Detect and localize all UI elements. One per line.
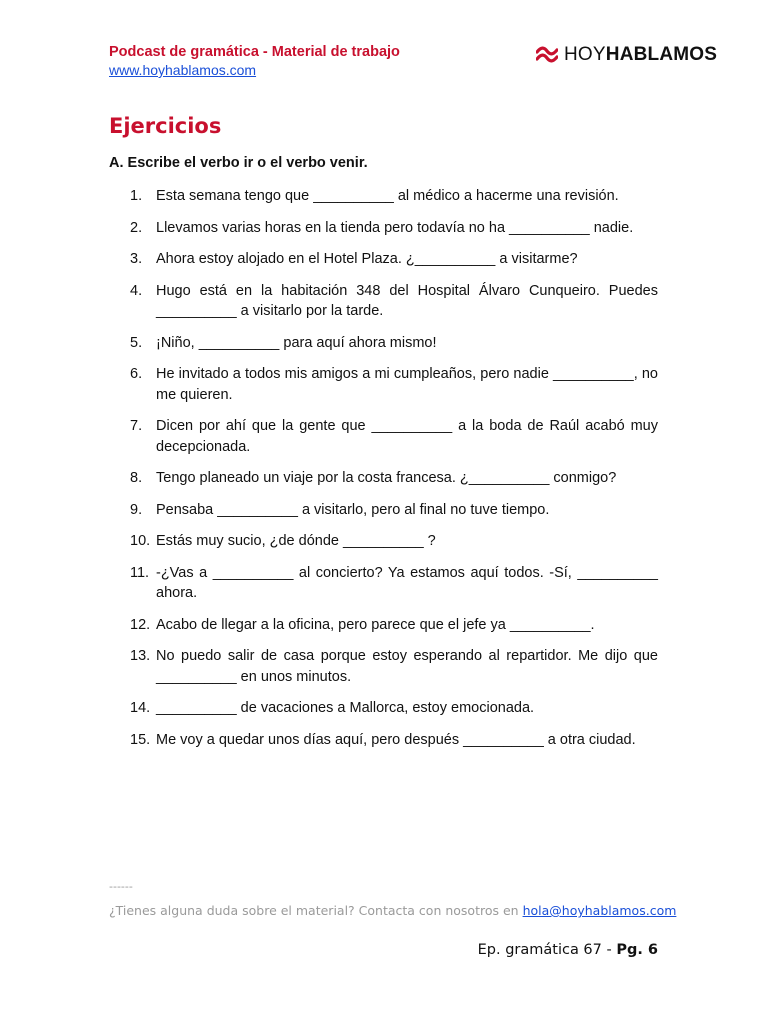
exercise-text: Acabo de llegar a la oficina, pero parece que el jefe ya __________. bbox=[156, 616, 595, 633]
logo-text bbox=[564, 44, 717, 66]
exercise-text: Esta semana tengo que __________ al médico a hacerme una revisión. bbox=[156, 188, 619, 204]
page-prefix: Ep. gramática 67 - bbox=[477, 942, 617, 958]
exercise-item bbox=[130, 218, 658, 239]
footer-separator: ------ bbox=[109, 880, 133, 893]
exercise-number: 6. bbox=[130, 366, 143, 382]
exercise-text: Tengo planeado un viaje por la costa francesa. ¿__________ conmigo? bbox=[156, 470, 617, 486]
header-url-link[interactable]: www.hoyhablamos.com bbox=[109, 62, 257, 78]
exercise-number: 15. bbox=[130, 731, 151, 748]
exercise-text: Llevamos varias horas en la tienda pero todavía no ha __________ nadie. bbox=[156, 219, 634, 236]
footer-contact bbox=[109, 903, 676, 918]
exercise-number: 1. bbox=[130, 188, 143, 204]
document-header bbox=[109, 43, 400, 79]
exercise-number: 13. bbox=[130, 648, 151, 664]
exercise-item bbox=[130, 531, 658, 552]
exercise-number: 11. bbox=[130, 564, 150, 581]
exercise-item bbox=[130, 186, 658, 207]
page-number bbox=[478, 942, 658, 958]
header-title: Podcast de gramática - Material de trabajo bbox=[109, 44, 400, 60]
exercise-text: Hugo está en la habitación 348 del Hospital Álvaro Cunqueiro. Puedes __________ a visitarlo por la tarde. bbox=[156, 282, 658, 319]
exercise-text: ¡Niño, __________ para aquí ahora mismo! bbox=[156, 334, 437, 351]
exercise-list bbox=[130, 186, 658, 761]
contact-email-link[interactable]: hola@hoyhablamos.com bbox=[522, 903, 677, 918]
exercise-item bbox=[130, 364, 658, 405]
exercise-text: Ahora estoy alojado en el Hotel Plaza. ¿__________ a visitarme? bbox=[156, 251, 578, 267]
exercise-item bbox=[130, 646, 658, 687]
exercise-number: 8. bbox=[130, 470, 143, 486]
exercise-item bbox=[130, 615, 658, 636]
hoyhablamos-logo bbox=[536, 44, 717, 66]
exercise-text: Estás muy sucio, ¿de dónde __________ ? bbox=[156, 533, 436, 549]
exercise-item bbox=[130, 468, 658, 489]
exercise-number: 14. bbox=[130, 700, 151, 716]
exercise-number: 9. bbox=[130, 501, 143, 518]
exercise-text: Pensaba __________ a visitarlo, pero al final no tuve tiempo. bbox=[156, 501, 550, 518]
exercise-item bbox=[130, 333, 658, 354]
exercise-text: __________ de vacaciones a Mallorca, estoy emocionada. bbox=[156, 700, 535, 716]
exercise-number: 4. bbox=[130, 282, 143, 299]
exercise-number: 7. bbox=[130, 418, 143, 434]
exercise-item bbox=[130, 698, 658, 719]
exercise-item bbox=[130, 249, 658, 270]
page-label: Pg. 6 bbox=[616, 942, 658, 958]
logo-text-light: HOY bbox=[564, 44, 606, 65]
exercise-item bbox=[130, 500, 658, 521]
exercise-text: Dicen por ahí que la gente que __________ a la boda de Raúl acabó muy decepcionada. bbox=[156, 418, 658, 455]
double-wave-icon bbox=[536, 45, 558, 65]
exercise-number: 5. bbox=[130, 334, 143, 351]
exercise-item bbox=[130, 281, 658, 322]
exercise-number: 3. bbox=[130, 251, 143, 267]
exercise-item bbox=[130, 416, 658, 457]
exercise-text: Me voy a quedar unos días aquí, pero después __________ a otra ciudad. bbox=[156, 731, 636, 748]
exercise-text: No puedo salir de casa porque estoy esperando al repartidor. Me dijo que __________ en unos minutos. bbox=[156, 648, 658, 685]
exercise-item bbox=[130, 730, 658, 751]
exercise-text: He invitado a todos mis amigos a mi cumpleaños, pero nadie __________, no me quieren. bbox=[156, 366, 658, 403]
contact-text: ¿Tienes alguna duda sobre el material? Contacta con nosotros en bbox=[109, 903, 523, 918]
exercise-number: 2. bbox=[130, 219, 143, 236]
logo-text-bold: HABLAMOS bbox=[605, 44, 718, 65]
exercise-instructions: A. Escribe el verbo ir o el verbo venir. bbox=[109, 155, 368, 171]
exercise-text: -¿Vas a __________ al concierto? Ya estamos aquí todos. -Sí, __________ ahora. bbox=[156, 564, 658, 601]
exercise-number: 12. bbox=[130, 616, 151, 633]
exercise-item bbox=[130, 563, 658, 604]
exercise-number: 10. bbox=[130, 533, 151, 549]
section-title: Ejercicios bbox=[109, 114, 222, 138]
